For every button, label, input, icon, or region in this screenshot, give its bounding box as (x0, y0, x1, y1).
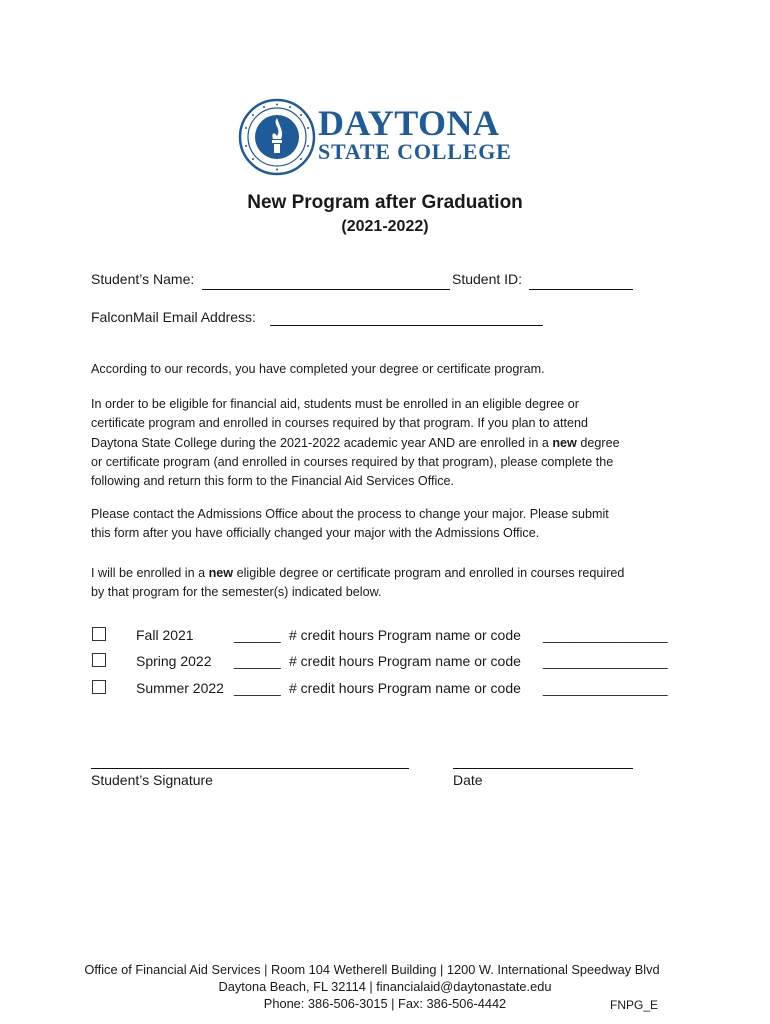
paragraph-line: or certificate program (and enrolled in courses required by that program), please complete the (91, 454, 614, 469)
form-code: FNPG_E (610, 998, 659, 1012)
semester-term: Summer 2022 (136, 680, 224, 696)
paragraph-records: According to our records, you have completed your degree or certificate program. (91, 362, 545, 376)
program-code-blank[interactable]: ________________ (543, 680, 668, 696)
credit-hours-blank[interactable]: ______ (234, 627, 281, 643)
semester-term: Spring 2022 (136, 653, 212, 669)
date-label: Date (453, 772, 483, 788)
email-field[interactable] (270, 325, 543, 326)
footer-phone-line: Phone: 386-506-3015 | Fax: 386-506-4442 (263, 996, 507, 1011)
footer-address-line: Daytona Beach, FL 32114 | financialaid@daytonastate.edu (218, 979, 552, 994)
date-field[interactable] (453, 768, 633, 769)
spring-2022-checkbox[interactable] (92, 653, 106, 667)
signature-label: Student’s Signature (91, 772, 213, 788)
footer-office-line: Office of Financial Aid Services | Room 104 Wetherell Building | 1200 W. International Speedway Blvd (84, 962, 660, 977)
paragraph-line: certificate program and enrolled in courses required by that program. If you plan to attend (91, 416, 589, 431)
semester-term: Fall 2021 (136, 627, 194, 643)
paragraph-eligibility (91, 395, 681, 491)
paragraph-line: I will be enrolled in a new eligible degree or certificate program and enrolled in courses required (91, 566, 625, 580)
program-code-blank[interactable]: ________________ (543, 653, 668, 669)
student-id-label: Student ID: (452, 271, 523, 287)
paragraph-line: this form after you have officially changed your major with the Admissions Office. (91, 526, 540, 541)
paragraph-line: In order to be eligible for financial aid, students must be enrolled in an eligible degree or (91, 397, 579, 411)
logo-line-2: STATE COLLEGE (318, 139, 512, 164)
page-title: New Program after Graduation (247, 192, 523, 213)
paragraph-line: Please contact the Admissions Office about the process to change your major. Please submit (91, 507, 609, 521)
paragraph-line: following and return this form to the Financial Aid Services Office. (91, 474, 455, 489)
page-subtitle: (2021-2022) (341, 218, 429, 235)
semester-row-text: # credit hours Program name or code (289, 627, 521, 643)
fall-2021-checkbox[interactable] (92, 627, 106, 641)
student-name-field[interactable] (202, 289, 450, 290)
paragraph-enrollment (91, 564, 681, 603)
summer-2022-checkbox[interactable] (92, 680, 106, 694)
program-code-blank[interactable]: ________________ (543, 627, 668, 643)
semester-row-text: # credit hours Program name or code (289, 653, 521, 669)
signature-field[interactable] (91, 768, 409, 769)
student-id-field[interactable] (529, 289, 633, 290)
logo-line-1: DAYTONA (318, 103, 500, 143)
paragraph-line: Daytona State College during the 2021-2022 academic year AND are enrolled in a new degree (91, 435, 620, 450)
paragraph-line: by that program for the semester(s) indicated below. (91, 585, 382, 600)
paragraph-admissions (91, 505, 681, 544)
credit-hours-blank[interactable]: ______ (234, 680, 281, 696)
student-name-label: Student’s Name: (91, 271, 195, 287)
college-seal-icon (238, 98, 316, 176)
email-label: FalconMail Email Address: (91, 309, 256, 325)
credit-hours-blank[interactable]: ______ (234, 653, 281, 669)
semester-row-text: # credit hours Program name or code (289, 680, 521, 696)
